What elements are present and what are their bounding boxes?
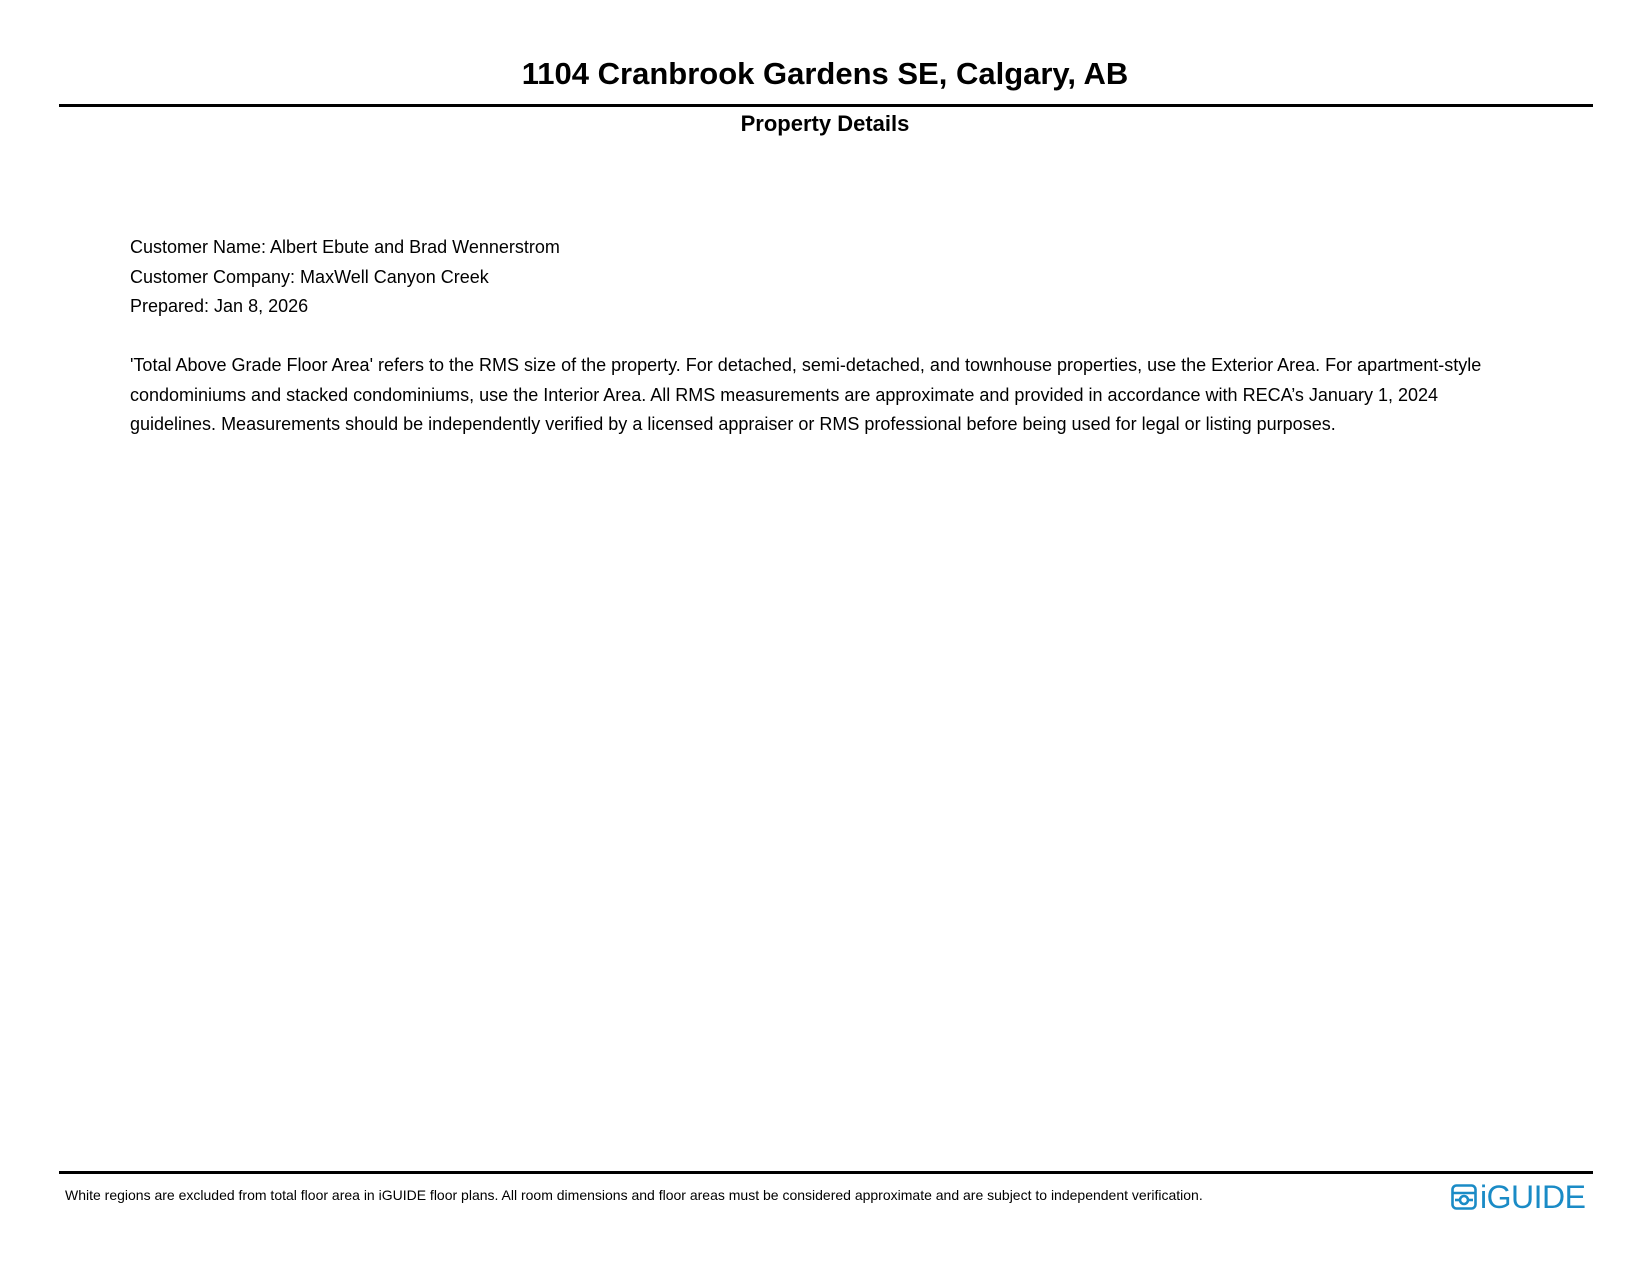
- logo-wordmark: iGUIDE: [1480, 1179, 1586, 1215]
- footer-divider: [59, 1171, 1593, 1174]
- customer-details: [130, 233, 560, 322]
- customer-company: Customer Company: MaxWell Canyon Creek: [130, 266, 489, 287]
- footer-note: White regions are excluded from total floor area in iGUIDE floor plans. All room dimensions and floor areas must be considered approximate and are subject to independent verification.: [65, 1187, 1203, 1203]
- iguide-logo: [1451, 1181, 1585, 1213]
- page-title: 1104 Cranbrook Gardens SE, Calgary, AB: [521, 56, 1129, 91]
- header-divider: [59, 104, 1593, 107]
- prepared-date: Prepared: Jan 8, 2026: [130, 296, 309, 316]
- iguide-camera-icon: [1451, 1184, 1477, 1210]
- page-subtitle: Property Details: [740, 111, 910, 136]
- rms-disclaimer: 'Total Above Grade Floor Area' refers to the RMS size of the property. For detached, semi-detached, and townhouse properties, use the Exterior Area. For apartment-style condominiums and stacked condominiums, use the Interior Area. All RMS measurements are approximate and provided in accordance with RECA’s January 1, 2024 guidelines. Measurements should be independently verified by a licensed appraiser or RMS professional before being used for legal or listing purposes.: [130, 355, 1482, 434]
- customer-name: Customer Name: Albert Ebute and Brad Wennerstrom: [130, 237, 560, 257]
